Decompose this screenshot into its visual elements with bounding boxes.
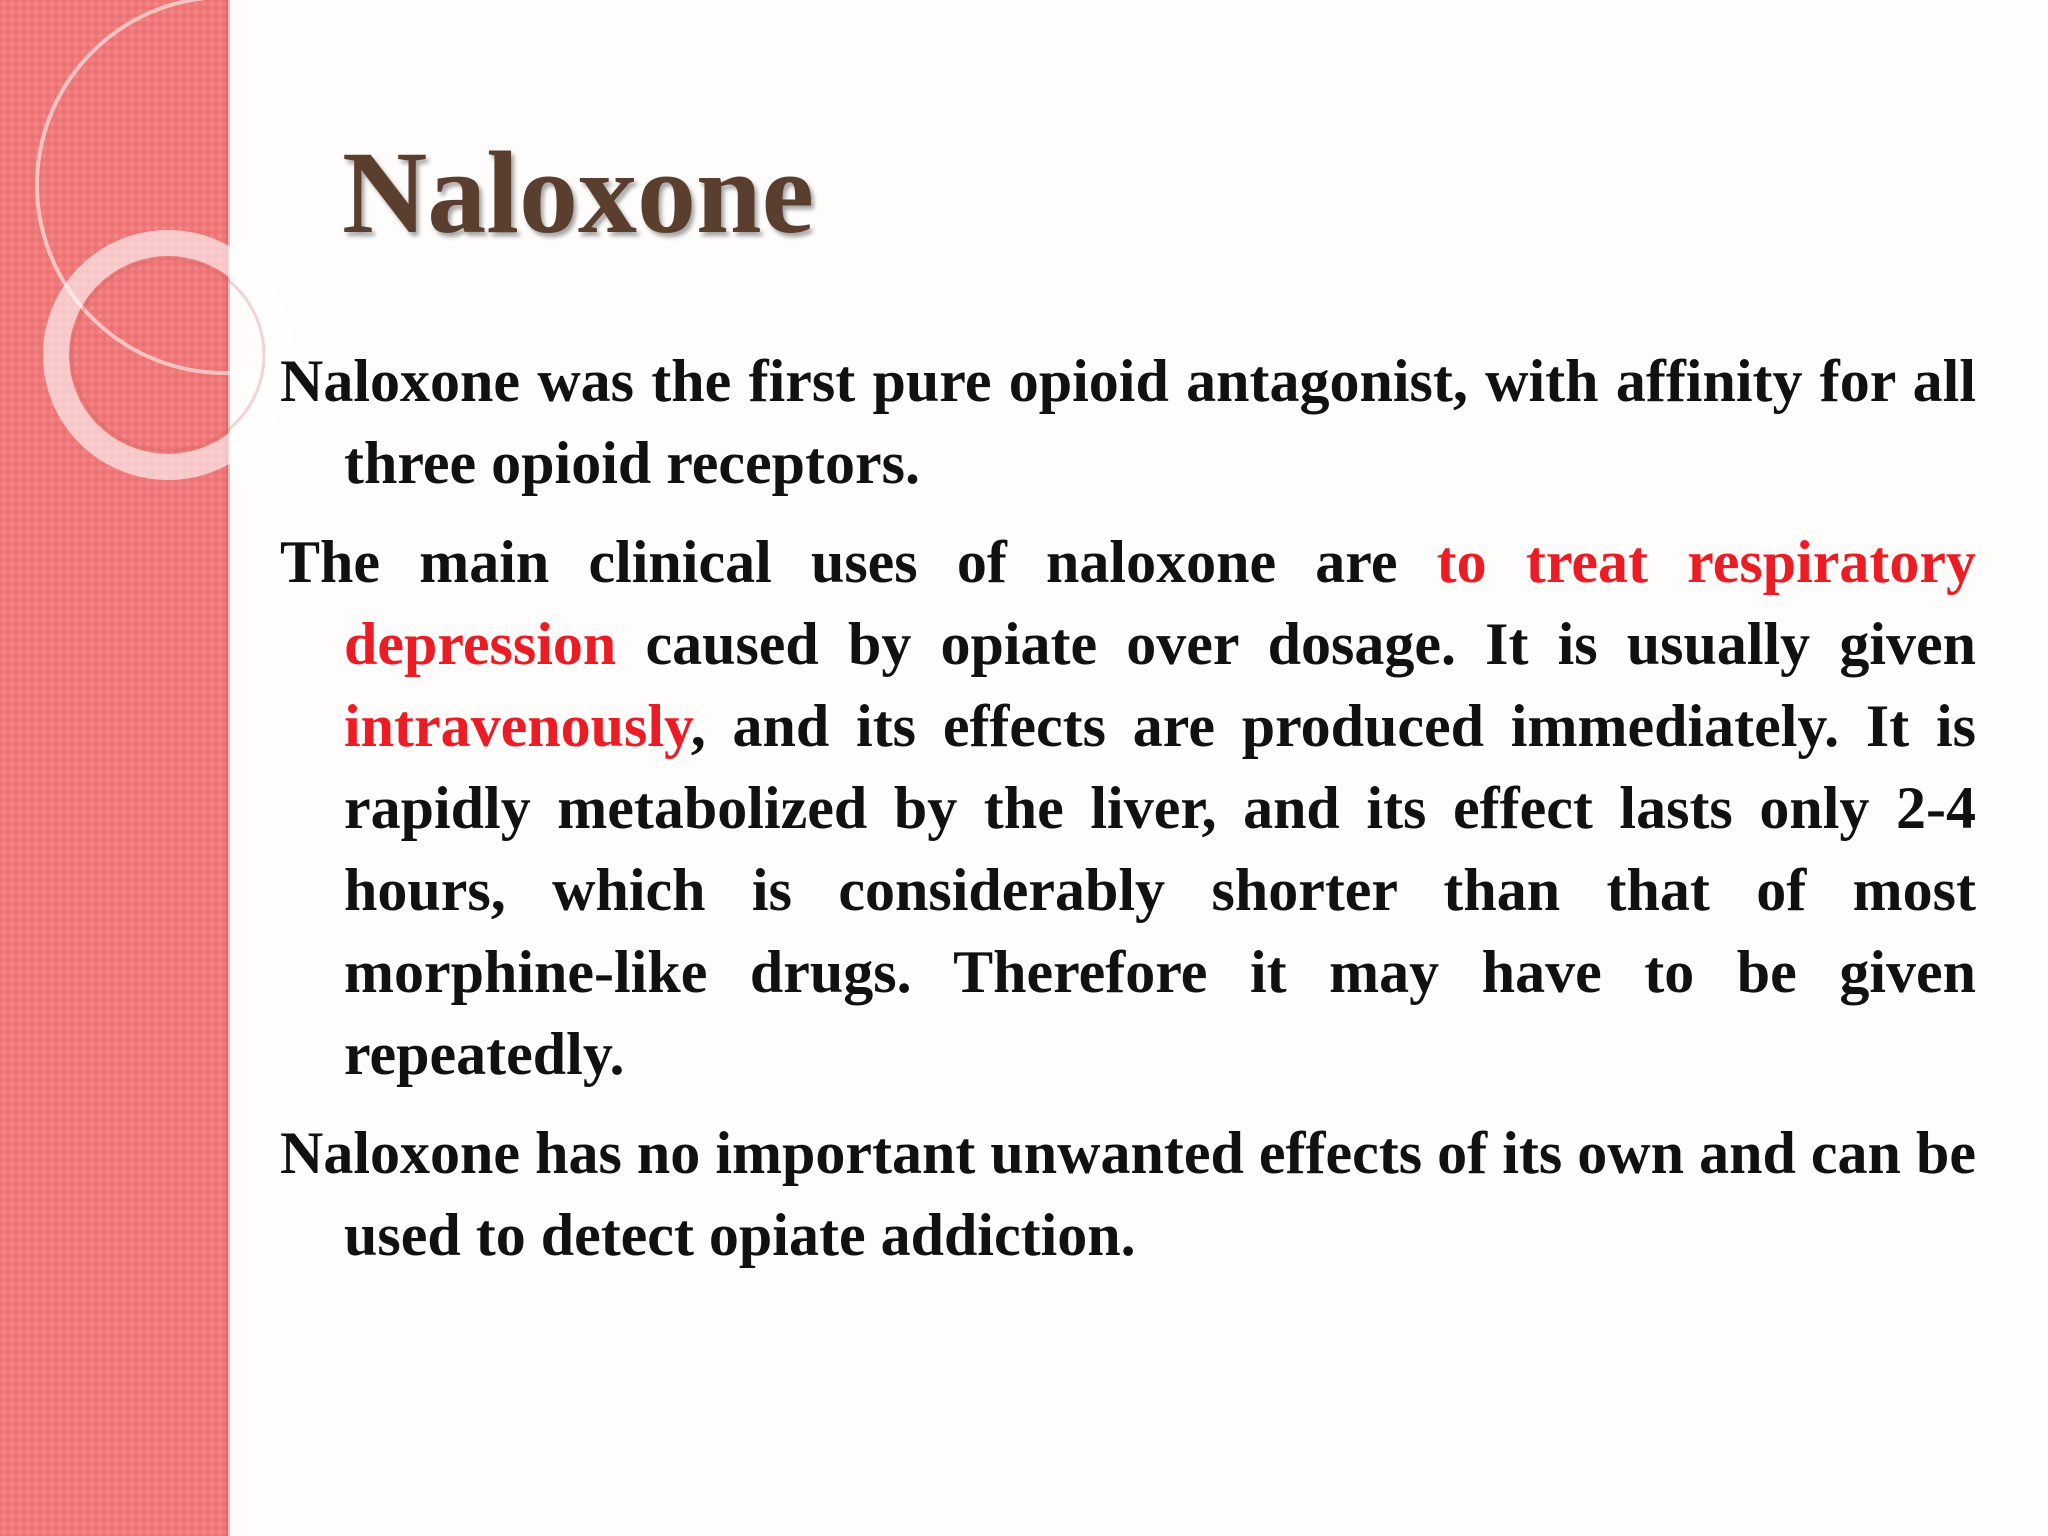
paragraph-2 [280, 521, 1976, 1095]
slide-title: Naloxone [342, 127, 814, 258]
paragraph-3: Naloxone has no important unwanted effects of its own and can be used to detect opiate addiction. [280, 1120, 1976, 1268]
paragraph-1: Naloxone was the first pure opioid antagonist, with affinity for all three opioid receptors. [280, 348, 1976, 496]
highlight-intravenously: intravenously [344, 693, 691, 759]
paragraph-2-text-2: caused by opiate over dosage. It is usually given [616, 611, 1976, 677]
decorative-ring-small-inner [72, 259, 264, 451]
slide-body [280, 340, 1976, 1293]
decorative-ring-large [37, 0, 360, 373]
decorative-ring-small [56, 243, 280, 467]
paragraph-2-text-1: The main clinical uses of naloxone are [280, 529, 1437, 595]
highlight-respiratory-depression: to treat respiratory depression [344, 529, 1976, 677]
paragraph-2-text-3: , and its effects are produced immediately. It is rapidly metabolized by the liver, and its effect lasts only 2-4 hours, which is considerably shorter than that of most morphine-like drugs. Therefore it may have to be given repeatedly. [344, 693, 1976, 1087]
